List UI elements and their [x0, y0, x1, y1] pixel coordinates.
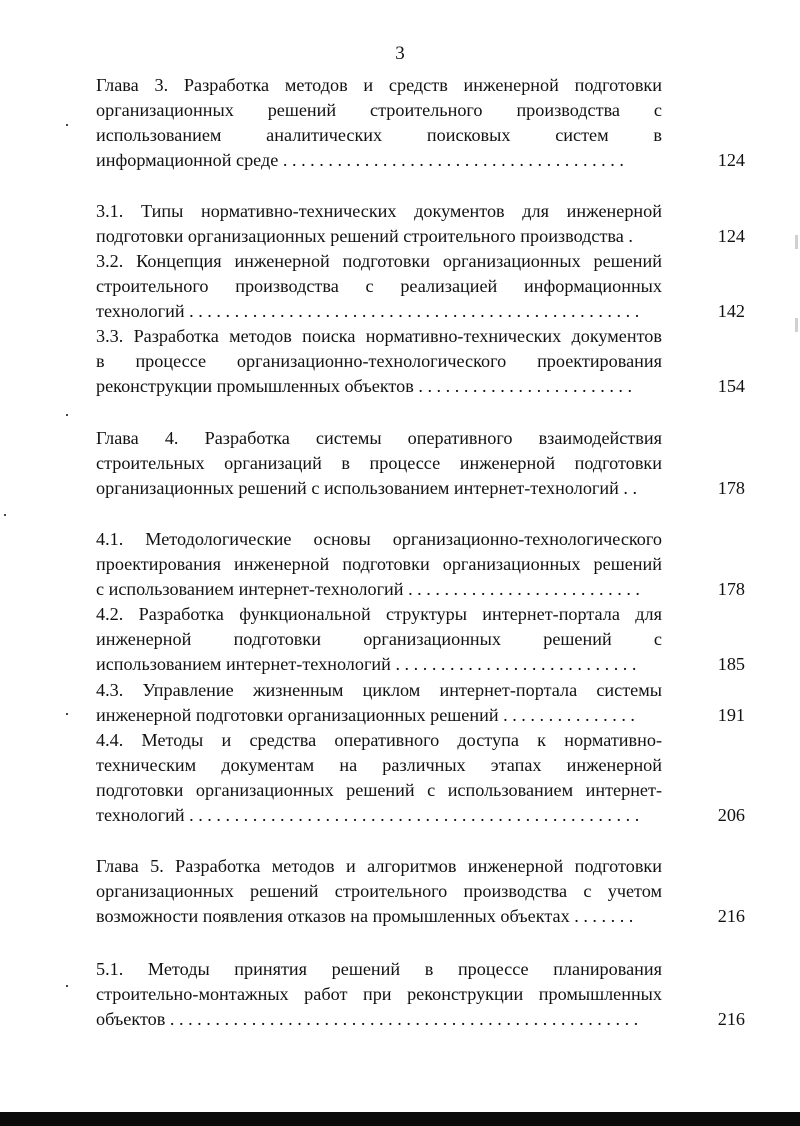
scan-edge-mark: [795, 235, 798, 249]
toc-page-number: 216: [717, 906, 745, 926]
toc-page-number: 185: [717, 654, 745, 674]
toc-page-number: 191: [717, 705, 745, 725]
toc-entry-text: инженерной подготовки организационных решений с: [96, 629, 662, 649]
toc-entry-text: строительно-монтажных работ при реконструкции промышленных: [96, 984, 662, 1004]
toc-entry-text: подготовки организационных решений строительного производства .: [96, 226, 633, 246]
toc-entry-text: технологий . . . . . . . . . . . . . . . . . . . . . . . . . . . . . . . . . . . . . . . . . . . . . . . . . .: [96, 301, 640, 321]
scan-speck: [66, 985, 68, 987]
toc-entry-text: организационных решений с использованием интернет-технологий . .: [96, 478, 638, 498]
toc-page-number: 178: [717, 579, 745, 599]
toc-entry-text: техническим документам на различных этапах инженерной: [96, 755, 662, 775]
scan-edge-mark: [795, 318, 798, 332]
toc-entry-text: 5.1. Методы принятия решений в процессе планирования: [96, 959, 662, 979]
toc-entry-text: инженерной подготовки организационных решений . . . . . . . . . . . . . . .: [96, 705, 635, 725]
toc-page-number: 216: [717, 1009, 745, 1029]
toc-entry-text: Глава 4. Разработка системы оперативного взаимодействия: [96, 428, 662, 448]
toc-entry-text: объектов . . . . . . . . . . . . . . . . . . . . . . . . . . . . . . . . . . . . . . . . . . . . . . . . . . . .: [96, 1009, 639, 1029]
toc-entry-text: использованием аналитических поисковых систем в: [96, 125, 662, 145]
toc-entry-text: 4.1. Методологические основы организационно-технологического: [96, 529, 662, 549]
toc-entry-text: технологий . . . . . . . . . . . . . . . . . . . . . . . . . . . . . . . . . . . . . . . . . . . . . . . . . .: [96, 805, 640, 825]
scan-speck: [4, 514, 6, 516]
toc-entry-text: организационных решений строительного производства с учетом: [96, 881, 662, 901]
toc-entry-text: в процессе организационно-технологического проектирования: [96, 351, 662, 371]
toc-entry-text: Глава 3. Разработка методов и средств инженерной подготовки: [96, 75, 662, 95]
toc-entry-text: использованием интернет-технологий . . . . . . . . . . . . . . . . . . . . . . . . . . .: [96, 654, 637, 674]
scan-speck: [66, 124, 68, 126]
toc-entry-text: 3.2. Концепция инженерной подготовки организационных решений: [96, 251, 662, 271]
toc-entry-text: информационной среде . . . . . . . . . . . . . . . . . . . . . . . . . . . . . . . . . . . . . .: [96, 150, 624, 170]
toc-entry-text: возможности появления отказов на промышленных объектах . . . . . . .: [96, 906, 634, 926]
toc-page-number: 124: [717, 150, 745, 170]
scan-speck: [66, 414, 68, 416]
toc-page-number: 178: [717, 478, 745, 498]
toc-entry-text: 3.1. Типы нормативно-технических документов для инженерной: [96, 201, 662, 221]
toc-entry-text: организационных решений строительного производства с: [96, 100, 662, 120]
scan-speck: [66, 713, 68, 715]
toc-entry-text: реконструкции промышленных объектов . . . . . . . . . . . . . . . . . . . . . . . .: [96, 376, 633, 396]
toc-entry-text: строительного производства с реализацией информационных: [96, 276, 662, 296]
toc-entry-text: 4.4. Методы и средства оперативного доступа к нормативно-: [96, 730, 662, 750]
toc-entry-text: строительных организаций в процессе инженерной подготовки: [96, 453, 662, 473]
toc-entry-text: 4.2. Разработка функциональной структуры интернет-портала для: [96, 604, 662, 624]
toc-entry-text: 4.3. Управление жизненным циклом интернет-портала системы: [96, 680, 662, 700]
page-number: 3: [395, 43, 405, 64]
toc-page-number: 154: [717, 376, 745, 396]
toc-entry-text: 3.3. Разработка методов поиска нормативно-технических документов: [96, 326, 662, 346]
toc-entry-text: подготовки организационных решений с использованием интернет-: [96, 780, 662, 800]
scan-bottom-border: [0, 1112, 800, 1126]
toc-page-number: 124: [717, 226, 745, 246]
toc-entry-text: с использованием интернет-технологий . . . . . . . . . . . . . . . . . . . . . . . . . .: [96, 579, 640, 599]
toc-page-number: 142: [717, 301, 745, 321]
toc-page-number: 206: [717, 805, 745, 825]
toc-entry-text: Глава 5. Разработка методов и алгоритмов инженерной подготовки: [96, 856, 662, 876]
toc-entry-text: проектирования инженерной подготовки организационных решений: [96, 554, 662, 574]
